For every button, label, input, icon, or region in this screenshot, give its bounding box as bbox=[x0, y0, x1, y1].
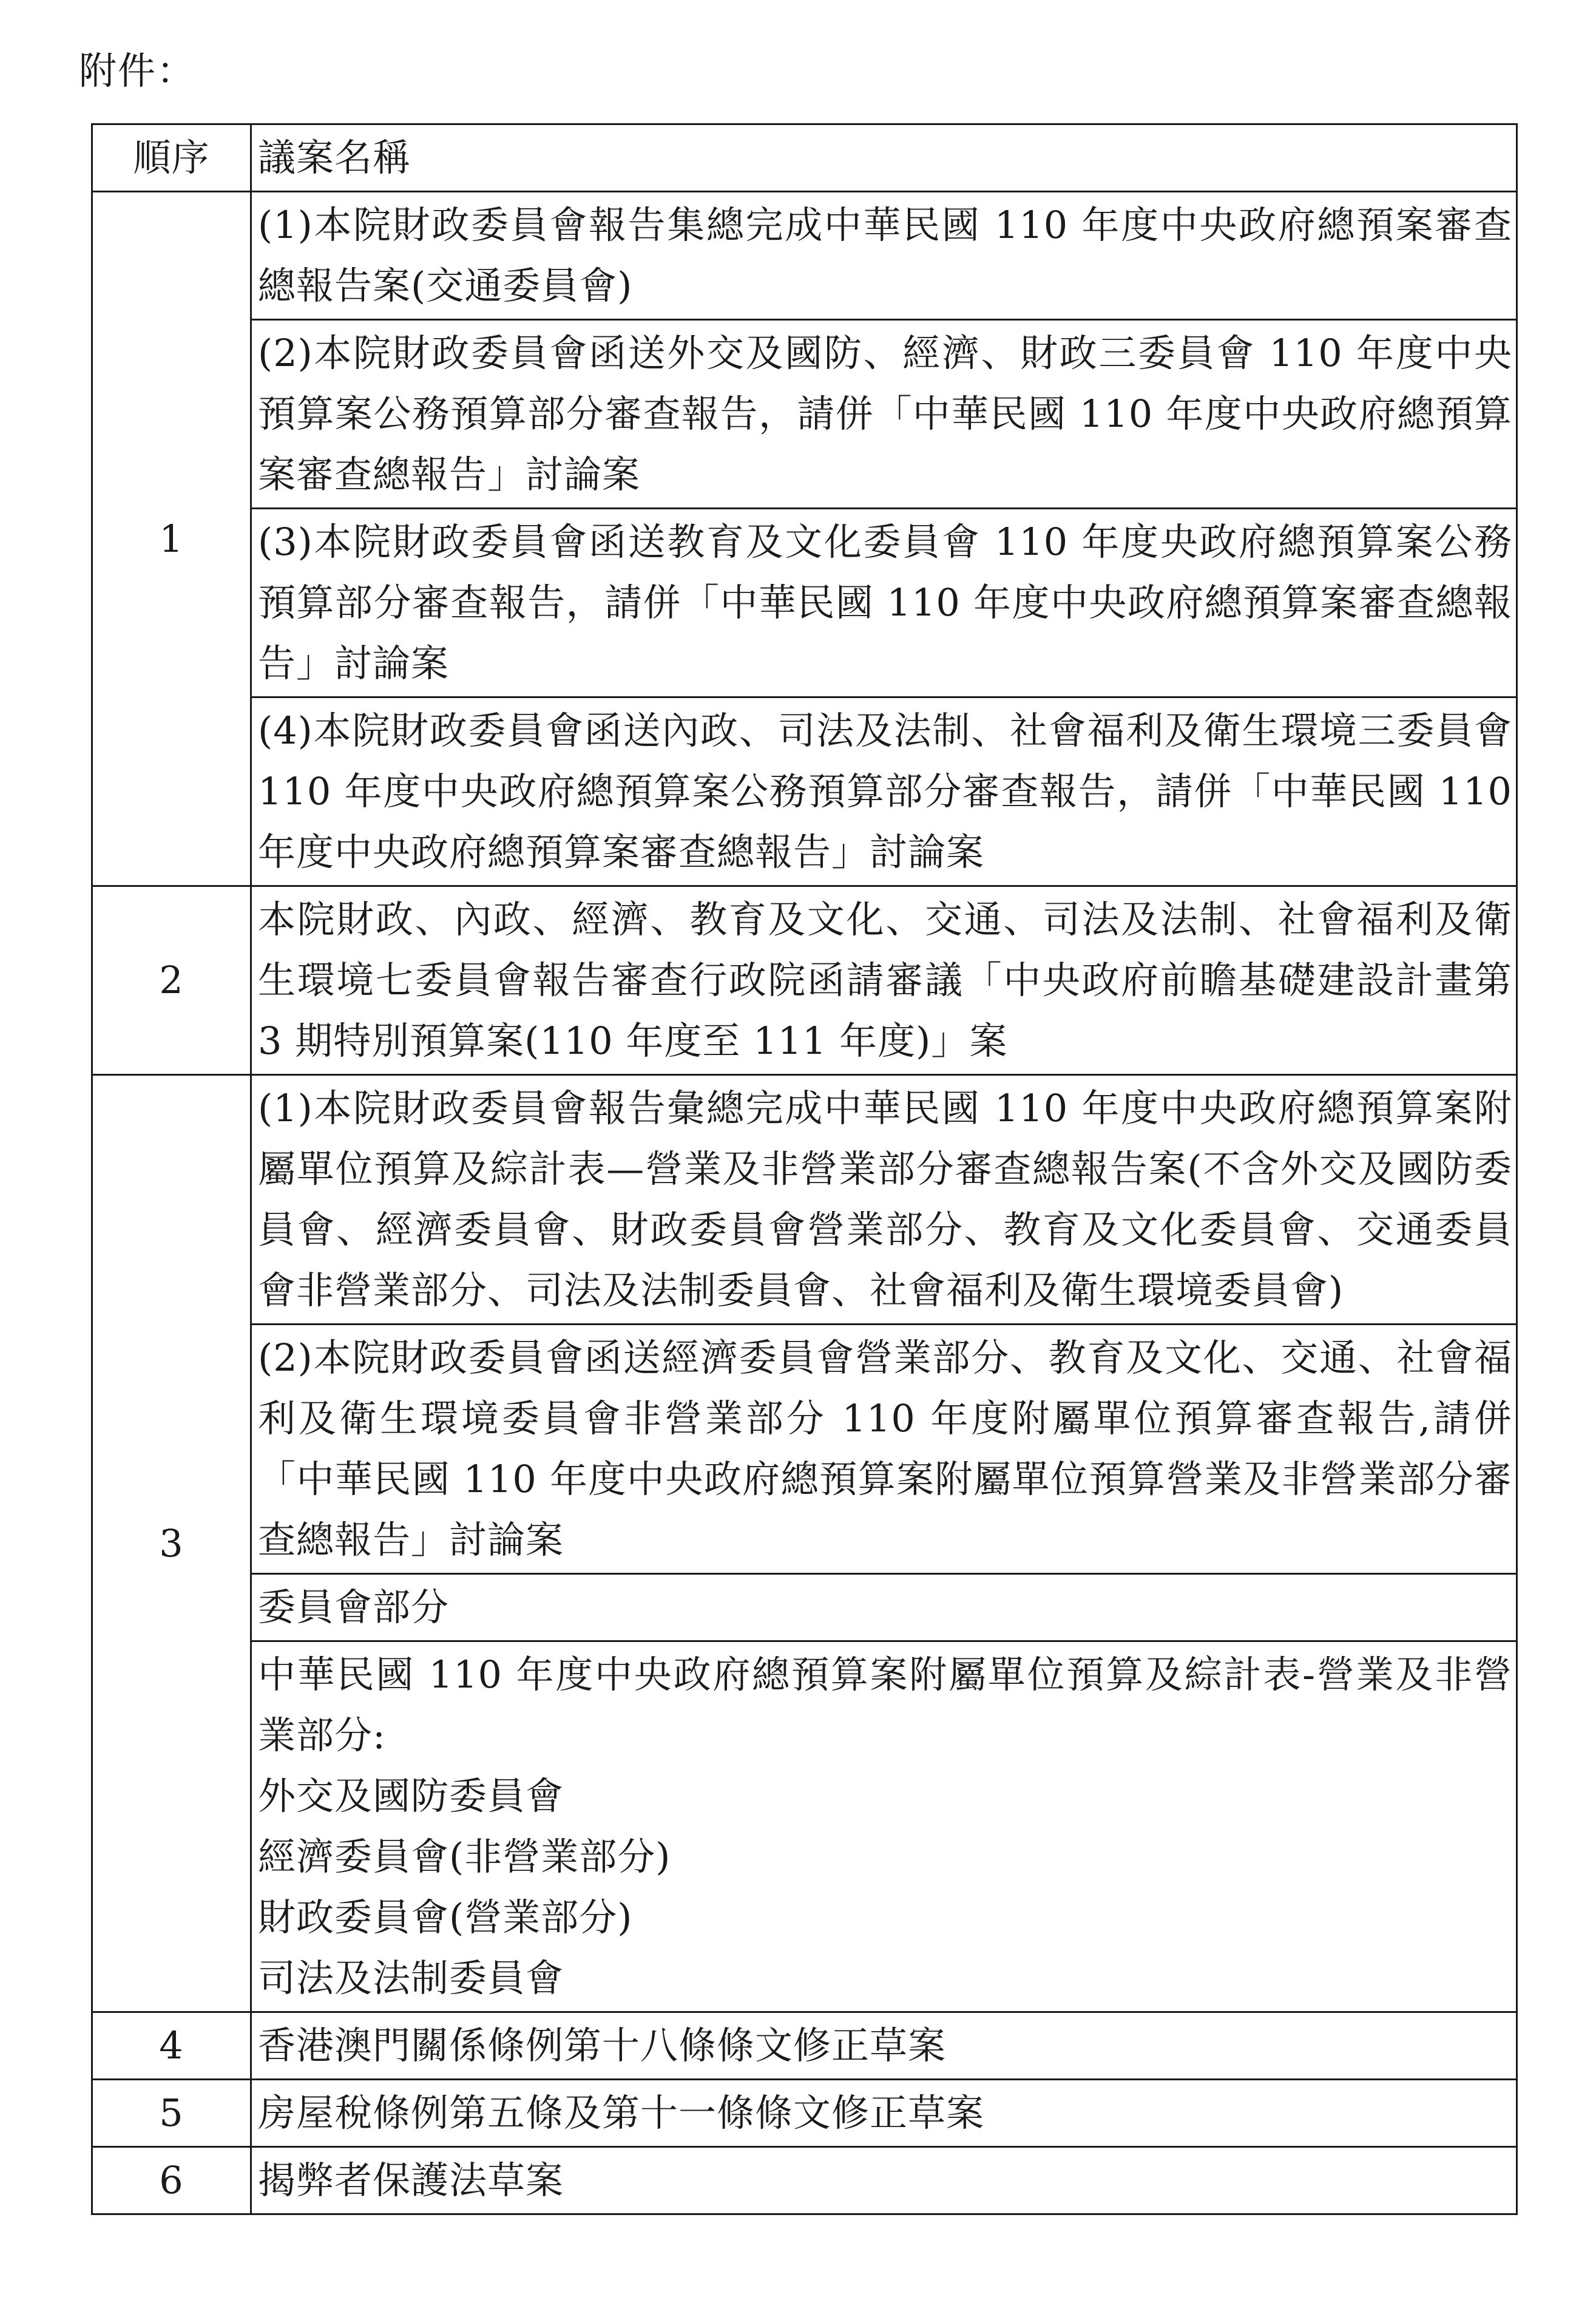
table-row bbox=[92, 1641, 1517, 2012]
item-cell: 房屋稅條例第五條及第十一條條文修正草案 bbox=[251, 2080, 1517, 2147]
order-cell-1: 1 bbox=[92, 192, 251, 886]
committee-list-item: 司法及法制委員會 bbox=[258, 1956, 564, 2000]
item-cell: 揭弊者保護法草案 bbox=[251, 2147, 1517, 2214]
table-row bbox=[92, 192, 1517, 320]
table-header-row bbox=[92, 124, 1517, 192]
committee-list bbox=[258, 1766, 1512, 2009]
table-row bbox=[92, 697, 1517, 886]
item-cell: (1)本院財政委員會報告彙總完成中華民國 110 年度中央政府總預算案附屬單位預算及綜計表—營業及非營業部分審查總報告案(不含外交及國防委員會、經濟委員會、財政委員會營業部分、教育及文化委員會、交通委員會非營業部分、司法及法制委員會、社會福利及衛生環境委員會) bbox=[251, 1075, 1517, 1325]
table-row bbox=[92, 1574, 1517, 1641]
table-row bbox=[92, 509, 1517, 697]
table-row bbox=[92, 2147, 1517, 2214]
order-cell-6: 6 bbox=[92, 2147, 251, 2214]
order-cell-3: 3 bbox=[92, 1075, 251, 2012]
item-cell: (4)本院財政委員會函送內政、司法及法制、社會福利及衛生環境三委員會 110 年度中央政府總預算案公務預算部分審查報告，請併「中華民國 110 年度中央政府總預算案審查總報告」討論案 bbox=[251, 697, 1517, 886]
agenda-table bbox=[91, 123, 1518, 2215]
table-row bbox=[92, 1325, 1517, 1574]
attachment-label: 附件： bbox=[79, 49, 196, 93]
column-header-order: 順序 bbox=[92, 124, 251, 192]
item-cell: (1)本院財政委員會報告集總完成中華民國 110 年度中央政府總預案審查總報告案(交通委員會) bbox=[251, 192, 1517, 320]
item-cell: 香港澳門關係條例第十八條條文修正草案 bbox=[251, 2012, 1517, 2080]
committee-list-item: 外交及國防委員會 bbox=[258, 1774, 564, 1818]
table-row bbox=[92, 2080, 1517, 2147]
table-row bbox=[92, 320, 1517, 509]
order-cell-5: 5 bbox=[92, 2080, 251, 2147]
committee-section-heading: 中華民國 110 年度中央政府總預算案附屬單位預算及綜計表-營業及非營業部分: bbox=[258, 1652, 1512, 1757]
order-cell-4: 4 bbox=[92, 2012, 251, 2080]
item-cell: (3)本院財政委員會函送教育及文化委員會 110 年度央政府總預算案公務預算部分審查報告，請併「中華民國 110 年度中央政府總預算案審查總報告」討論案 bbox=[251, 509, 1517, 697]
item-cell: (2)本院財政委員會函送外交及國防、經濟、財政三委員會 110 年度中央預算案公務預算部分審查報告，請併「中華民國 110 年度中央政府總預算案審查總報告」討論案 bbox=[251, 320, 1517, 509]
item-cell: 委員會部分 bbox=[251, 1574, 1517, 1641]
table-row bbox=[92, 886, 1517, 1075]
table-row bbox=[92, 1075, 1517, 1325]
column-header-name: 議案名稱 bbox=[251, 124, 1517, 192]
item-cell: (2)本院財政委員會函送經濟委員會營業部分、教育及文化、交通、社會福利及衛生環境委員會非營業部分 110 年度附屬單位預算審查報告,請併「中華民國 110 年度中央政府總預算案附屬單位預算營業及非營業部分審查總報告」討論案 bbox=[251, 1325, 1517, 1574]
committee-list-item: 財政委員會(營業部分) bbox=[258, 1895, 633, 1939]
table-row bbox=[92, 2012, 1517, 2080]
committee-section-cell bbox=[251, 1641, 1517, 2012]
order-cell-2: 2 bbox=[92, 886, 251, 1075]
committee-list-item: 經濟委員會(非營業部分) bbox=[258, 1834, 671, 1879]
item-cell: 本院財政、內政、經濟、教育及文化、交通、司法及法制、社會福利及衛生環境七委員會報告審查行政院函請審議「中央政府前瞻基礎建設計畫第 3 期特別預算案(110 年度至 111 年度)」案 bbox=[251, 886, 1517, 1075]
